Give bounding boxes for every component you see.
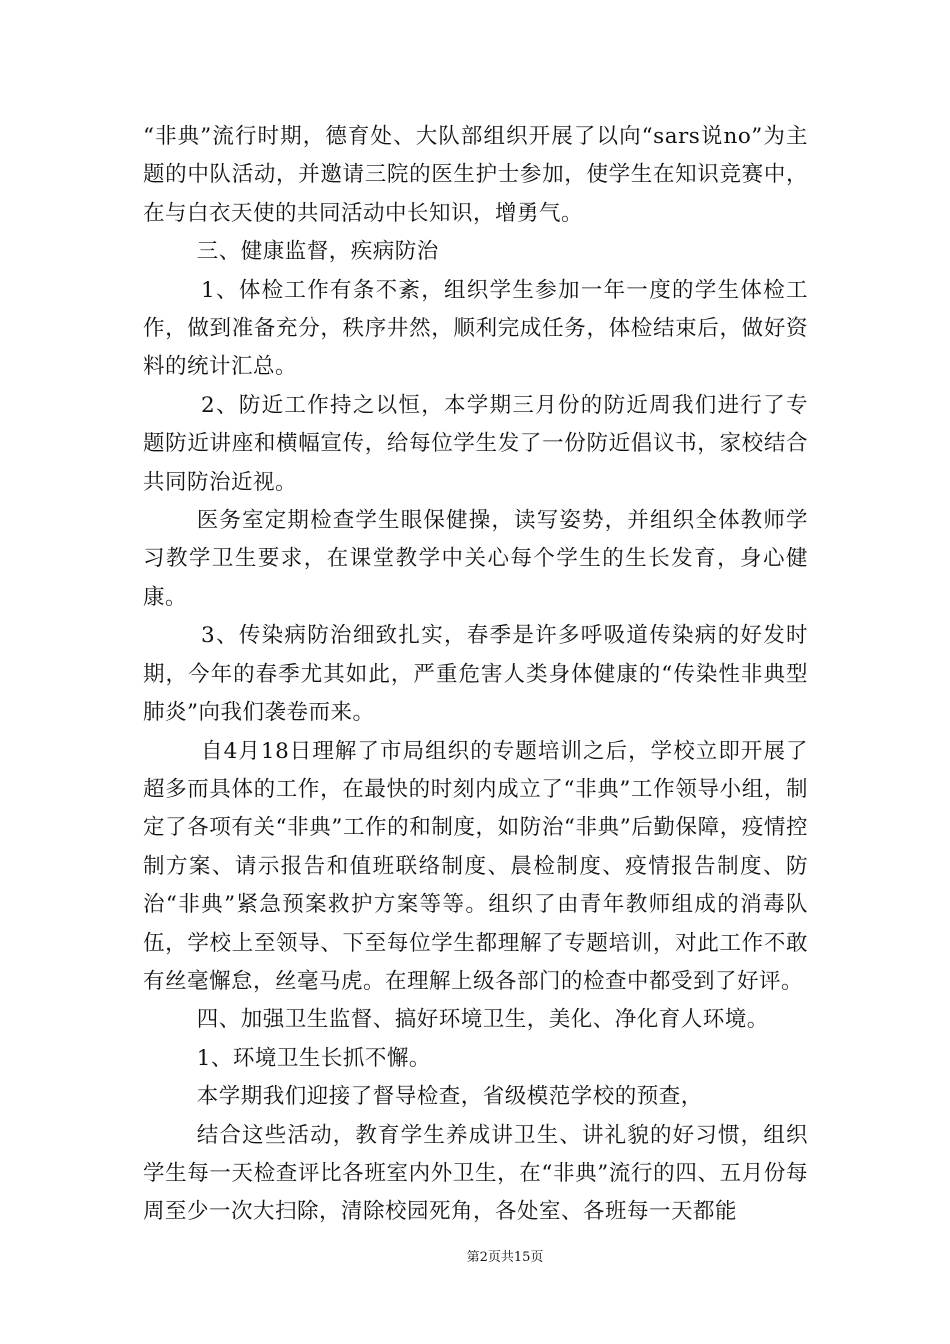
- paragraph-infectious-disease: 3、传染病防治细致扎实，春季是许多呼吸道传染病的好发时期，今年的春季尤其如此，严重危害人类身体健康的“传染性非典型肺炎”向我们袭卷而来。: [143, 623, 808, 726]
- heading-health-supervision: 三、健康监督，疾病防治: [196, 239, 439, 265]
- document-body: [143, 118, 808, 1232]
- paragraph-physical-exam: 1、体检工作有条不紊，组织学生参加一年一度的学生体检工作，做到准备充分，秩序井然，顺利完成任务，体检结束后，做好资料的统计汇总。: [143, 277, 808, 380]
- paragraph-clinic-checks: 医务室定期检查学生眼保健操，读写姿势，并组织全体教师学习教学卫生要求，在课堂教学中关心每个学生的生长发育，身心健康。: [143, 508, 808, 610]
- paragraph-sars-training: 自4月18日理解了市局组织的专题培训之后，学校立即开展了超多而具体的工作，在最快的时刻内成立了“非典”工作领导小组，制定了各项有关“非典”工作的和制度，如防治“非典”后勤保障，疫情控制方案、请示报告和值班联络制度、晨检制度、疫情报告制度、防治“非典”紧急预案救护方案等等。组织了由青年教师组成的消毒队伍，学校上至领导、下至每位学生都理解了专题培训，对此工作不敢有丝毫懈怠，丝毫马虎。在理解上级各部门的检查中都受到了好评。: [143, 738, 808, 994]
- heading-hygiene-supervision: 四、加强卫生监督、搞好环境卫生，美化、净化育人环境。: [196, 1007, 769, 1033]
- heading-environment-hygiene: 1、环境卫生长抓不懈。: [196, 1045, 431, 1071]
- paragraph-sars-activity: “非典”流行时期，德育处、大队部组织开展了以向“sars说no”为主题的中队活动，并邀请三院的医生护士参加，使学生在知识竞赛中，在与白衣天使的共同活动中长知识，增勇气。: [143, 124, 808, 226]
- paragraph-myopia-prevention: 2、防近工作持之以恒，本学期三月份的防近周我们进行了专题防近讲座和横幅宣传，给每位学生发了一份防近倡议书，家校结合共同防治近视。: [143, 392, 808, 495]
- paragraph-inspection: 本学期我们迎接了督导检查，省级模范学校的预查，: [196, 1084, 703, 1110]
- page-number-footer: 第2页共15页: [466, 1250, 544, 1265]
- paragraph-hygiene-habits: 结合这些活动，教育学生养成讲卫生、讲礼貌的好习惯，组织学生每一天检查评比各班室内外卫生，在“非典”流行的四、五月份每周至少一次大扫除，清除校园死角，各处室、各班每一天都能: [143, 1122, 808, 1225]
